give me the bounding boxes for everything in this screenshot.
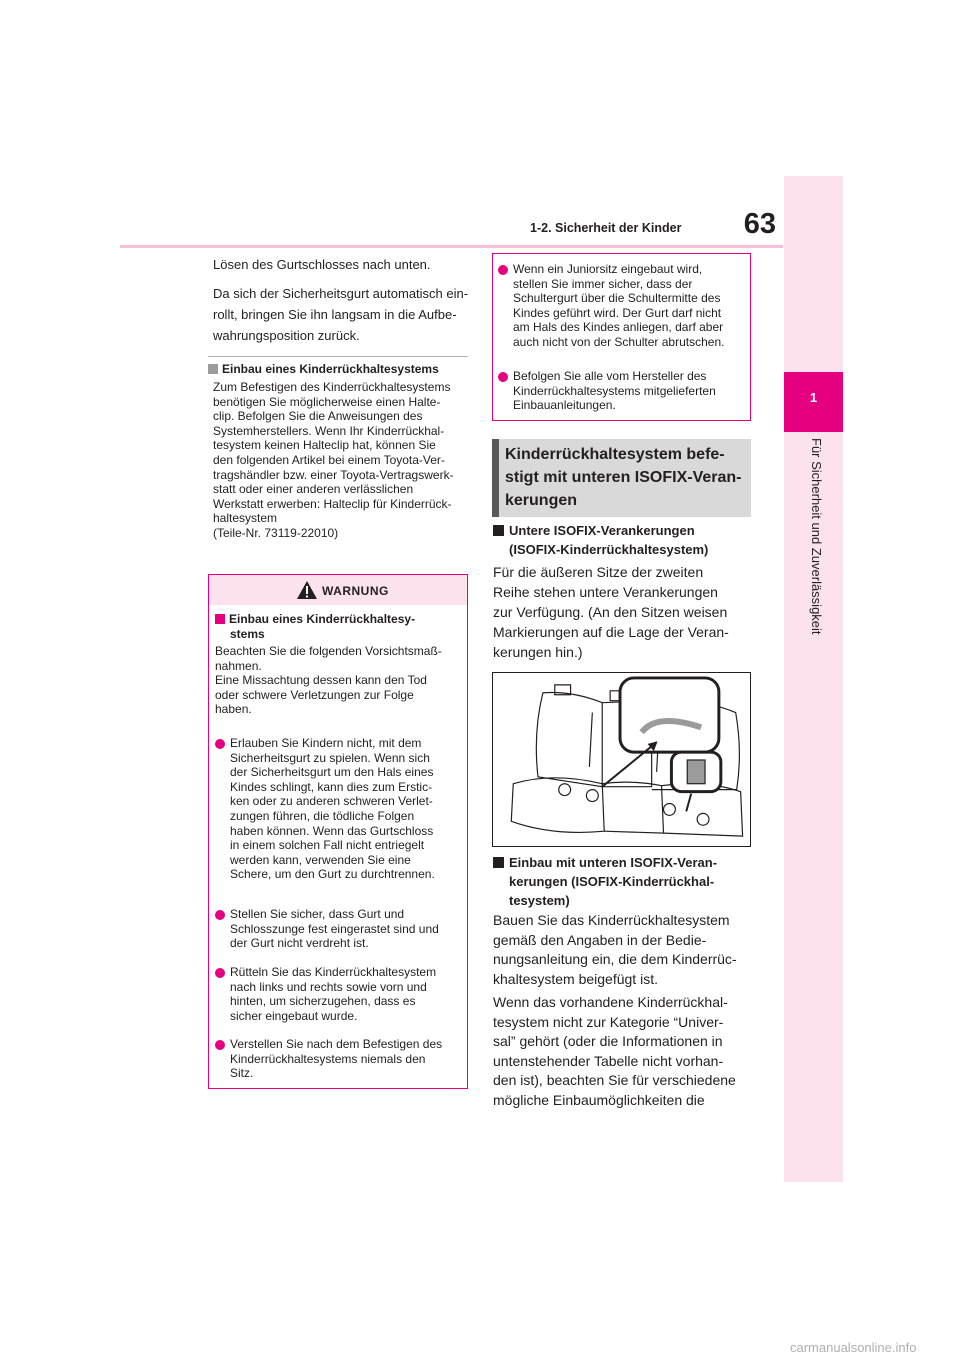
subsection-heading xyxy=(208,362,473,376)
warning-bullet-text: Erlauben Sie Kindern nicht, mit dem Sicherheitsgurt zu spielen. Wenn sich der Sicherheitsgurt um den Hals eines Kindes schlingt, kann dies zum Erstic- ken oder zu anderen schweren Verlet- zungen führen, die tödliche Folgen haben können. Wenn das Gurtschloss in einem solchen Fall nicht entriegelt werden kann, verwenden Sie eine Schere, um den Gurt zu durchtrennen. xyxy=(230,736,435,882)
bullet-dot-icon xyxy=(215,968,225,978)
subsection-heading xyxy=(493,521,771,559)
chapter-title: Für Sicherheit und Zuverlässigkeit xyxy=(809,438,824,635)
caution-bullet xyxy=(498,369,759,413)
warning-bullet-text: Rütteln Sie das Kinderrückhaltesystem nach links und rechts sowie vorn und hinten, um sicherzugehen, dass es sicher eingebaut wurde. xyxy=(230,965,437,1023)
warning-bullet-text: Verstellen Sie nach dem Befestigen des Kinderrückhaltesystems niemals den Sitz. xyxy=(230,1037,443,1081)
warning-label: WARNUNG xyxy=(322,584,389,598)
subsection-body: Zum Befestigen des Kinderrückhaltesystems benötigen Sie möglicherweise einen Halte- clip. Befolgen Sie die Anweisungen des Systemherstellers. Wenn Ihr Kinderrückhal- tesystem keinen Halteclip hat, können Sie den folgenden Artikel bei einem Toyota-Ver- tragshändler bzw. einer Toyota-Vertragswerk- statt oder einer anderen verlässlichen Werkstatt erwerben: Halteclip für Kinderrück- haltesystem (Teile-Nr. 73119-22010) xyxy=(213,380,454,540)
subsection-heading-text: Untere ISOFIX-Verankerungen (ISOFIX-Kinderrückhaltesystem) xyxy=(509,523,709,557)
caution-bullet-text: Wenn ein Juniorsitz eingebaut wird, stellen Sie immer sicher, dass der Schultergurt über die Schultermitte des Kindes geführt wird. Der Gurt darf nicht am Hals des Kindes anliegen, darf aber auch nicht von der Schulter abrutschen. xyxy=(513,262,725,349)
bullet-dot-icon xyxy=(215,910,225,920)
site-watermark: carmanualsonline.info xyxy=(790,1340,917,1355)
chapter-number: 1 xyxy=(809,390,818,405)
chapter-side-tab xyxy=(784,176,843,1182)
warning-subheading-text: Einbau eines Kinderrückhaltesy- stems xyxy=(229,612,416,641)
caution-bullet xyxy=(498,262,759,350)
warning-bullet xyxy=(215,1037,476,1081)
intro-line: Da sich der Sicherheitsgurt automatisch ein- rollt, bringen Sie ihn langsam in die Aufbe- wahrungsposition zurück. xyxy=(213,286,469,343)
square-bullet-icon xyxy=(208,364,218,374)
warning-bullet-text: Stellen Sie sicher, dass Gurt und Schlosszunge fest eingerastet sind und der Gurt nicht verdreht ist. xyxy=(230,907,439,951)
bullet-dot-icon xyxy=(215,739,225,749)
subsection-heading-text: Einbau eines Kinderrückhaltesystems xyxy=(222,362,439,376)
square-bullet-icon xyxy=(493,857,504,868)
subsection-body: Bauen Sie das Kinderrückhaltesystem gemäß den Angaben in der Bedie- nungsanleitung ein, die dem Kinderrüc- khaltesystem beigefügt ist. xyxy=(493,912,737,987)
bullet-dot-icon xyxy=(215,1040,225,1050)
warning-subheading xyxy=(215,612,475,641)
section-heading-bar xyxy=(492,439,499,517)
isofix-seat-illustration xyxy=(492,672,751,847)
intro-line: Lösen des Gurtschlosses nach unten. xyxy=(213,257,431,272)
bullet-dot-icon xyxy=(498,265,508,275)
page-number: 63 xyxy=(743,208,776,240)
warning-bullet xyxy=(215,965,476,1023)
section-heading: Kinderrückhaltesystem befe- stigt mit unteren ISOFIX-Veran- kerungen xyxy=(505,446,742,509)
subsection-heading xyxy=(493,853,771,910)
warning-triangle-icon xyxy=(296,580,318,600)
caution-bullet-text: Befolgen Sie alle vom Hersteller des Kinderrückhaltesystems mitgelieferten Einbauanleitungen. xyxy=(513,369,716,413)
warning-bullet xyxy=(215,736,476,882)
intro-text xyxy=(213,254,475,354)
subsection-heading-text: Einbau mit unteren ISOFIX-Veran- kerungen (ISOFIX-Kinderrückhal- tesystem) xyxy=(509,855,718,908)
subsection-divider xyxy=(208,356,468,357)
bullet-dot-icon xyxy=(498,372,508,382)
warning-bullet xyxy=(215,907,476,951)
square-bullet-icon xyxy=(215,614,225,624)
square-bullet-icon xyxy=(493,525,504,536)
header-rule xyxy=(120,245,783,248)
warning-intro: Beachten Sie die folgenden Vorsichtsmaß- nahmen. Eine Missachtung dessen kann den Tod oder schwere Verletzungen zur Folge haben. xyxy=(215,644,442,717)
section-title: 1-2. Sicherheit der Kinder xyxy=(530,221,682,235)
subsection-body: Wenn das vorhandene Kinderrückhal- tesystem nicht zur Kategorie “Univer- sal” gehört (oder die Informationen in untenstehender Tabelle nicht vorhan- den ist), beachten Sie für verschiedene mögliche Einbaumöglichkeiten die xyxy=(493,994,736,1108)
subsection-body: Für die äußeren Sitze der zweiten Reihe stehen untere Verankerungen zur Verfügung. (An den Sitzen weisen Markierungen auf die Lage der Veran- kerungen hin.) xyxy=(493,564,729,660)
